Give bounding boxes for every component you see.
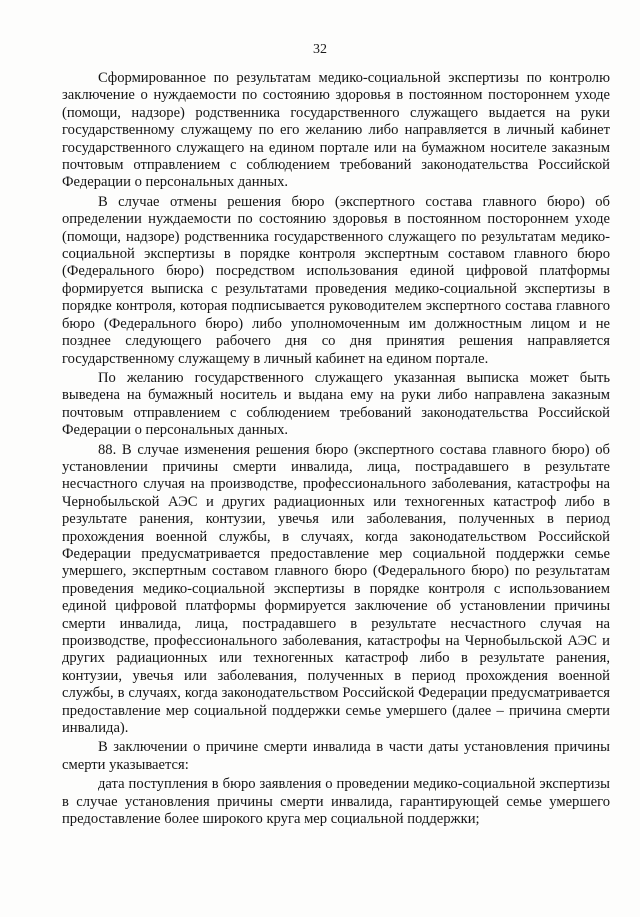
paragraph: По желанию государственного служащего указанная выписка может быть выведена на бумажный носитель и выдана ему на руки либо направлена заказным почтовым отправлением с соблюдением требований законодательства Российской Федерации о персональных данных. bbox=[62, 369, 610, 439]
paragraph: дата поступления в бюро заявления о проведении медико-социальной экспертизы в случае установления причины смерти инвалида, гарантирующей семье умершего предоставление более широкого круга мер социальной поддержки; bbox=[62, 776, 610, 828]
paragraph: В заключении о причине смерти инвалида в части даты установления причины смерти указывается: bbox=[62, 739, 610, 773]
document-body bbox=[62, 70, 610, 828]
page-number: 32 bbox=[313, 42, 327, 57]
paragraph: 88. В случае изменения решения бюро (экспертного состава главного бюро) об установлении причины смерти инвалида, лица, пострадавшего в результате несчастного случая на производстве, профессионального заболевания, катастрофы на Чернобыльской АЭС и других радиационных или техногенных катастроф либо в результате ранения, контузии, увечья или заболевания, полученных в период прохождения военной службы, в случаях, когда законодательством Российской Федерации предусматривается предоставление мер социальной поддержки семье умершего, экспертным составом главного бюро (Федерального бюро) по результатам проведения медико-социальной экспертизы в порядке контроля с использованием единой цифровой платформы формируется заключение об установлении причины смерти инвалида, лица, пострадавшего в результате несчастного случая на производстве, профессионального заболевания, катастрофы на Чернобыльской АЭС и других радиационных или техногенных катастроф либо в результате ранения, контузии, увечья или заболевания, полученных в период прохождения военной службы, в случаях, когда законодательством Российской Федерации предусматривается предоставление мер социальной поддержки семье умершего (далее – причина смерти инвалида). bbox=[62, 441, 610, 737]
paragraph: Сформированное по результатам медико-социальной экспертизы по контролю заключение о нуждаемости по состоянию здоровья в постоянном постороннем уходе (помощи, надзоре) родственника государственного служащего выдается на руки государственному служащему по его желанию либо направляется в личный кабинет государственного служащего на едином портале или на бумажном носителе заказным почтовым отправлением с соблюдением требований законодательства Российской Федерации о персональных данных. bbox=[62, 70, 610, 191]
paragraph: В случае отмены решения бюро (экспертного состава главного бюро) об определении нуждаемости по состоянию здоровья в постоянном постороннем уходе (помощи, надзоре) родственника государственного служащего по результатам медико-социальной экспертизы в порядке контроля экспертным составом главного бюро (Федерального бюро) посредством использования единой цифровой платформы формируется выписка с результатами проведения медико-социальной экспертизы в порядке контроля, которая подписывается руководителем экспертного состава главного бюро (Федерального бюро) либо уполномоченным им должностным лицом и не позднее следующего рабочего дня со дня принятия решения направляется государственному служащему в личный кабинет на едином портале. bbox=[62, 193, 610, 367]
